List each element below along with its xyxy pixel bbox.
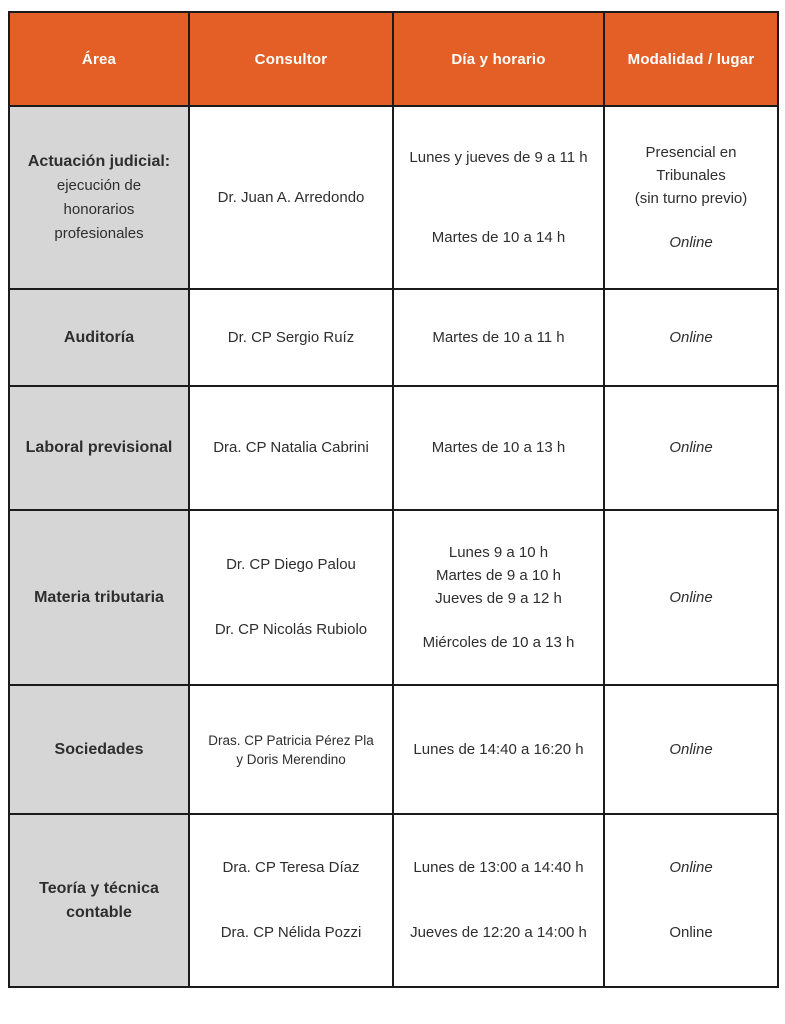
area-cell xyxy=(9,510,189,685)
area-cell xyxy=(9,814,189,987)
consultant-name: Dras. CP Patricia Pérez Pla y Doris Merendino xyxy=(208,732,374,767)
column-header-area: Área xyxy=(9,12,189,106)
modality-cell xyxy=(604,386,778,510)
schedule-cell xyxy=(393,510,604,685)
area-label: Auditoría xyxy=(63,328,135,346)
modality-line: Tribunales xyxy=(656,167,726,184)
modality-line: Online xyxy=(669,234,713,251)
schedule-line: Jueves de 12:20 a 14:00 h xyxy=(410,924,587,941)
area-label: Teoría y técnica contable xyxy=(39,879,159,921)
consultant-cell xyxy=(189,510,393,685)
modality-line: Online xyxy=(669,588,713,606)
modality-line: Online xyxy=(669,740,713,758)
area-label: Materia tributaria xyxy=(34,588,164,606)
modality-line: Online xyxy=(669,859,713,876)
table-row xyxy=(9,106,778,289)
consultant-name: Dra. CP Natalia Cabrini xyxy=(213,439,369,456)
area-note: ejecución de honorarios profesionales xyxy=(54,176,144,242)
area-cell xyxy=(9,386,189,510)
consultant-cell xyxy=(189,685,393,814)
modality-cell xyxy=(604,106,778,289)
consultant-cell xyxy=(189,289,393,386)
modality-cell xyxy=(604,814,778,987)
consultation-schedule-table xyxy=(8,11,779,988)
area-label: Actuación judicial: xyxy=(27,152,171,170)
schedule-cell xyxy=(393,289,604,386)
modality-line: Presencial en xyxy=(645,144,737,161)
consultant-name: Dr. CP Diego Palou xyxy=(226,556,356,573)
modality-cell xyxy=(604,289,778,386)
schedule-line: Lunes de 14:40 a 16:20 h xyxy=(413,740,584,758)
area-cell xyxy=(9,289,189,386)
header-row xyxy=(9,12,778,106)
area-cell xyxy=(9,685,189,814)
modality-line: Online xyxy=(669,328,713,346)
modality-cell xyxy=(604,510,778,685)
schedule-cell xyxy=(393,814,604,987)
area-cell xyxy=(9,106,189,289)
modality-line: (sin turno previo) xyxy=(634,190,748,207)
schedule-line: Martes de 10 a 11 h xyxy=(432,328,565,346)
schedule-cell xyxy=(393,386,604,510)
table-row xyxy=(9,386,778,510)
schedule-cell xyxy=(393,685,604,814)
consultant-cell xyxy=(189,814,393,987)
schedule-line: Martes de 10 a 14 h xyxy=(431,228,566,246)
table-row xyxy=(9,814,778,987)
schedule-line: Lunes 9 a 10 h xyxy=(448,544,549,561)
column-header-consultor: Consultor xyxy=(189,12,393,106)
consultant-cell xyxy=(189,106,393,289)
modality-line: Online xyxy=(669,924,713,941)
schedule-line: Lunes de 13:00 a 14:40 h xyxy=(413,859,584,876)
schedule-line: Martes de 9 a 10 h xyxy=(435,567,562,584)
modality-line: Online xyxy=(669,439,713,456)
area-label: Laboral previsional xyxy=(25,439,173,456)
table-row xyxy=(9,289,778,386)
consultant-name: Dr. CP Sergio Ruíz xyxy=(227,328,355,346)
column-header-dia-horario: Día y horario xyxy=(393,12,604,106)
schedule-line: Martes de 10 a 13 h xyxy=(431,439,566,456)
consultant-name: Dr. CP Nicolás Rubiolo xyxy=(214,621,368,638)
schedule-line: Miércoles de 10 a 13 h xyxy=(422,634,575,651)
consultant-name: Dr. Juan A. Arredondo xyxy=(217,188,365,206)
column-header-modalidad: Modalidad / lugar xyxy=(604,12,778,106)
table-row xyxy=(9,510,778,685)
table-row xyxy=(9,685,778,814)
consultant-name: Dra. CP Teresa Díaz xyxy=(222,859,360,876)
consultant-name: Dra. CP Nélida Pozzi xyxy=(220,924,362,941)
schedule-cell xyxy=(393,106,604,289)
modality-cell xyxy=(604,685,778,814)
consultant-cell xyxy=(189,386,393,510)
schedule-line: Lunes y jueves de 9 a 11 h xyxy=(409,148,588,166)
schedule-line: Jueves de 9 a 12 h xyxy=(435,590,562,607)
area-label: Sociedades xyxy=(54,740,144,758)
